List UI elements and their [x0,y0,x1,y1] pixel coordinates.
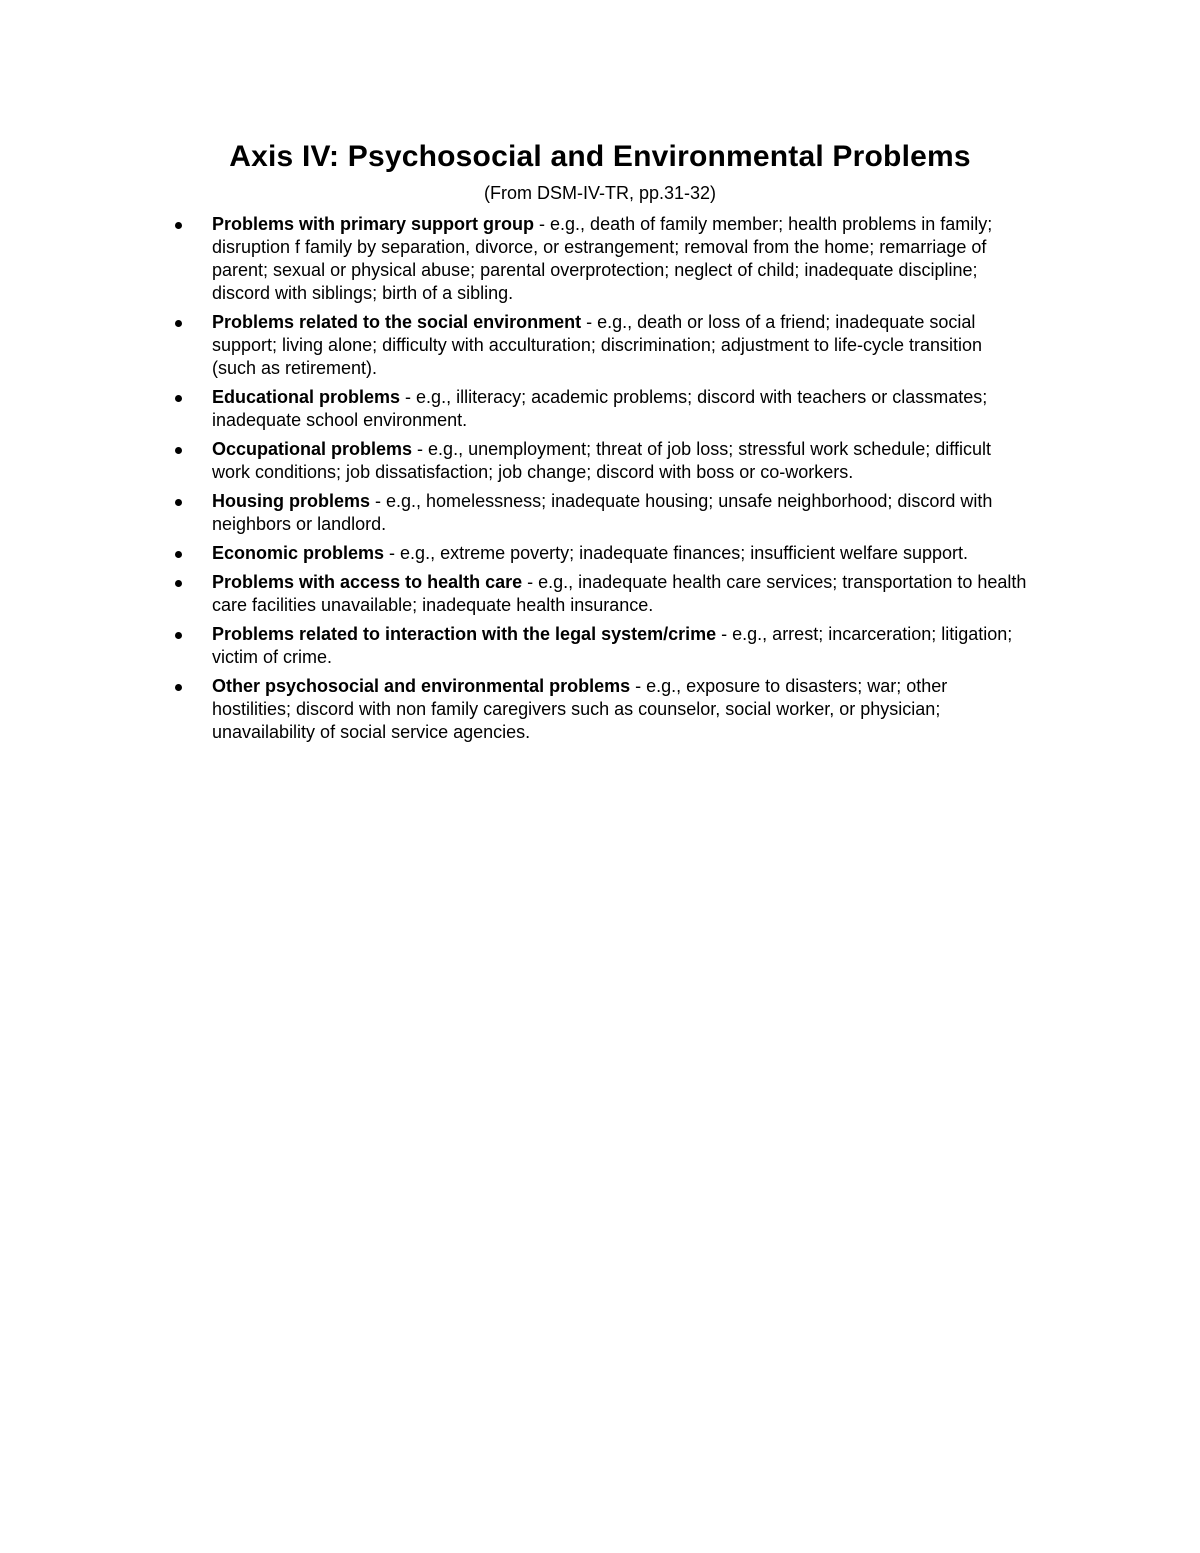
item-text: - e.g., homelessness; inadequate housing; unsafe neighborhood; discord with neighbors or landlord. [212,491,993,534]
bullet-icon [175,447,182,454]
item-text: - e.g., exposure to disasters; war; other hostilities; discord with non family caregivers such as counselor, social worker, or physician; unavailability of social service agencies. [212,676,948,742]
item-heading: Housing problems [212,491,371,511]
list-item [175,542,1030,565]
bullet-icon [175,222,182,229]
item-heading: Problems with access to health care [212,572,523,592]
item-heading: Occupational problems [212,439,413,459]
item-heading: Problems related to the social environment [212,312,582,332]
list-item [175,311,1030,380]
item-text: - e.g., extreme poverty; inadequate finances; insufficient welfare support. [384,543,969,563]
item-text: - e.g., illiteracy; academic problems; discord with teachers or classmates; inadequate school environment. [212,387,988,430]
item-heading: Economic problems [212,543,385,563]
item-text: - e.g., inadequate health care services; transportation to health care facilities unavailable; inadequate health insurance. [212,572,1027,615]
problem-list [175,213,1030,750]
list-item [175,675,1030,744]
list-item [175,571,1030,617]
item-text: - e.g., unemployment; threat of job loss; stressful work schedule; difficult work conditions; job dissatisfaction; job change; discord with boss or co-workers. [212,439,991,482]
list-item [175,386,1030,432]
bullet-icon [175,499,182,506]
bullet-icon [175,684,182,691]
item-text: - e.g., death or loss of a friend; inadequate social support; living alone; difficulty with acculturation; discrimination; adjustment to life-cycle transition (such as retirement). [212,312,983,378]
item-heading: Other psychosocial and environmental problems [212,676,631,696]
item-heading: Problems with primary support group [212,214,535,234]
bullet-icon [175,395,182,402]
item-heading: Problems related to interaction with the legal system/crime [212,624,717,644]
bullet-icon [175,580,182,587]
list-item [175,490,1030,536]
page-subtitle: (From DSM-IV-TR, pp.31-32) [483,183,717,203]
list-item [175,623,1030,669]
item-text: - e.g., arrest; incarceration; litigation; victim of crime. [212,624,1013,667]
bullet-icon [175,551,182,558]
bullet-icon [175,320,182,327]
page-title: Axis IV: Psychosocial and Environmental Problems [229,140,971,173]
bullet-icon [175,632,182,639]
item-heading: Educational problems [212,387,401,407]
list-item [175,438,1030,484]
list-item [175,213,1030,305]
item-text: - e.g., death of family member; health problems in family; disruption f family by separation, divorce, or estrangement; removal from the home; remarriage of parent; sexual or physical abuse; parental overprotection; neglect of child; inadequate discipline; discord with siblings; birth of a sibling. [212,214,993,303]
